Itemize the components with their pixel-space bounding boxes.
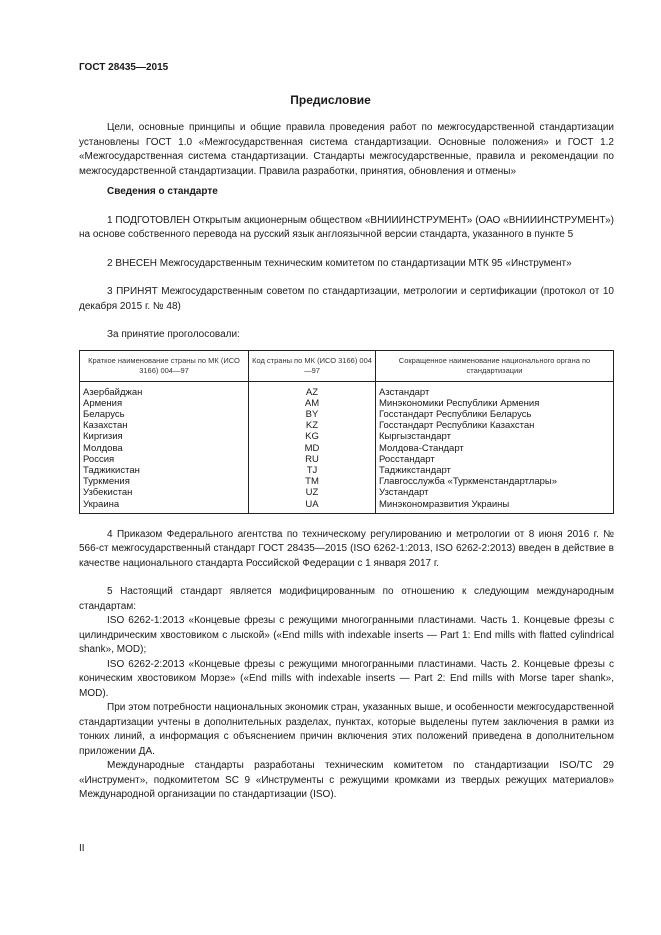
code-cell: AM [249,398,376,409]
table-row [80,431,614,442]
table-row [80,499,614,514]
country-cell: Туркмения [80,476,249,487]
country-cell: Таджикистан [80,465,249,476]
table-row [80,443,614,454]
code-cell: KZ [249,420,376,431]
country-cell: Россия [80,454,249,465]
country-cell: Украина [80,499,249,514]
body-cell: Минэкономразвития Украины [376,499,614,514]
table-row [80,454,614,465]
code-cell: TM [249,476,376,487]
header-body: Сокращенное наименование национального органа по стандартизации [376,350,614,381]
header-code: Код страны по МК (ИСО 3166) 004—97 [249,350,376,381]
country-cell: Беларусь [80,409,249,420]
item-modified-lead: 5 Настоящий стандарт является модифицированным по отношению к следующим международным стандартам: [79,586,614,612]
table-row [80,465,614,476]
iso-reference-1: ISO 6262-1:2013 «Концевые фрезы с режущими многогранными пластинами. Часть 1. Концевые фрезы с цилиндрическим хвостовиком с лыской» («End mills with indexable inserts — Part 1: End mills with flatted cylindrical shank», MOD); [79,615,614,656]
header-country: Краткое наименование страны по МК (ИСО 3166) 004—97 [80,350,249,381]
page-title: Предисловие [290,93,371,107]
country-cell: Киргизия [80,431,249,442]
body-cell: Кыргызстандарт [376,431,614,442]
table-row [80,420,614,431]
page-number: II [79,843,85,854]
table-row [80,476,614,487]
voted-label: За принятие проголосовали: [107,329,240,340]
table-row [80,381,614,398]
voting-table [79,350,614,514]
code-cell: AZ [249,381,376,398]
country-cell: Казахстан [80,420,249,431]
item-prepared: 1 ПОДГОТОВЛЕН Открытым акционерным обществом «ВНИИИНСТРУМЕНТ» (ОАО «ВНИИИНСТРУМЕНТ») на основе собственного перевода на русский язык англоязычной версии стандарта, указанного в пункте 5 [79,214,614,240]
body-cell: Узстандарт [376,487,614,498]
body-cell: Главгосслужба «Туркменстандартлары» [376,476,614,487]
code-cell: KG [249,431,376,442]
country-cell: Узбекистан [80,487,249,498]
document-code: ГОСТ 28435—2015 [79,62,169,73]
body-cell: Минэкономики Республики Армения [376,398,614,409]
item-adopted: 3 ПРИНЯТ Межгосударственным советом по стандартизации, метрологии и сертификации (протокол от 10 декабря 2015 г. № 48) [79,286,614,312]
country-cell: Азербайджан [80,381,249,398]
code-cell: MD [249,443,376,454]
item-enacted: 4 Приказом Федерального агентства по техническому регулированию и метрологии от 8 июня 2016 г. № 566-ст межгосударственный стандарт ГОСТ 28435—2015 (ISO 6262-1:2013, ISO 6262-2:2013) введен в действие в качестве национального стандарта Российской Федерации с 1 января 2017 г. [79,528,614,569]
table-row [80,409,614,420]
table-row [80,487,614,498]
body-cell: Азстандарт [376,381,614,398]
about-heading: Сведения о стандарте [107,186,218,197]
country-cell: Армения [80,398,249,409]
code-cell: UA [249,499,376,514]
code-cell: RU [249,454,376,465]
country-cell: Молдова [80,443,249,454]
item-submitted: 2 ВНЕСЕН Межгосударственным техническим комитетом по стандартизации МТК 95 «Инструмент» [107,257,572,269]
table-row [80,398,614,409]
national-needs-paragraph: При этом потребности национальных экономик стран, указанных выше, и особенности межгосударственной стандартизации учтены в дополнительных разделах, пунктах, которые выделены путем заключения в рамки из тонких линий, а информация с объяснением причин включения этих положений приведена в дополнительном приложении ДА. [79,702,614,757]
code-cell: BY [249,409,376,420]
main-content [79,121,614,803]
iso-reference-2: ISO 6262-2:2013 «Концевые фрезы с режущими многогранными пластинами. Часть 2. Концевые фрезы с коническим хвостовиком Морзе» («End mills with indexable inserts — Part 2: End mills with Morse taper shank», MOD). [79,658,614,699]
table-header-row [80,350,614,381]
code-cell: TJ [249,465,376,476]
body-cell: Госстандарт Республики Казахстан [376,420,614,431]
body-cell: Госстандарт Республики Беларусь [376,409,614,420]
intro-paragraph: Цели, основные принципы и общие правила проведения работ по межгосударственной стандартизации установлены ГОСТ 1.0 «Межгосударственная система стандартизации. Основные положения» и ГОСТ 1.2 «Межгосударственная система стандартизации. Стандарты межгосударственные, правила и рекомендации по межгосударственной стандартизации. Правила разработки, принятия, обновления и отмены» [79,122,614,177]
body-cell: Таджикстандарт [376,465,614,476]
code-cell: UZ [249,487,376,498]
developed-by-paragraph: Международные стандарты разработаны техническим комитетом по стандартизации ISO/TC 29 «Инструмент», подкомитетом SC 9 «Инструменты с режущими кромками из твердых режущих материалов» Международной организации по стандартизации (ISO). [79,760,614,801]
body-cell: Росстандарт [376,454,614,465]
body-cell: Молдова-Стандарт [376,443,614,454]
